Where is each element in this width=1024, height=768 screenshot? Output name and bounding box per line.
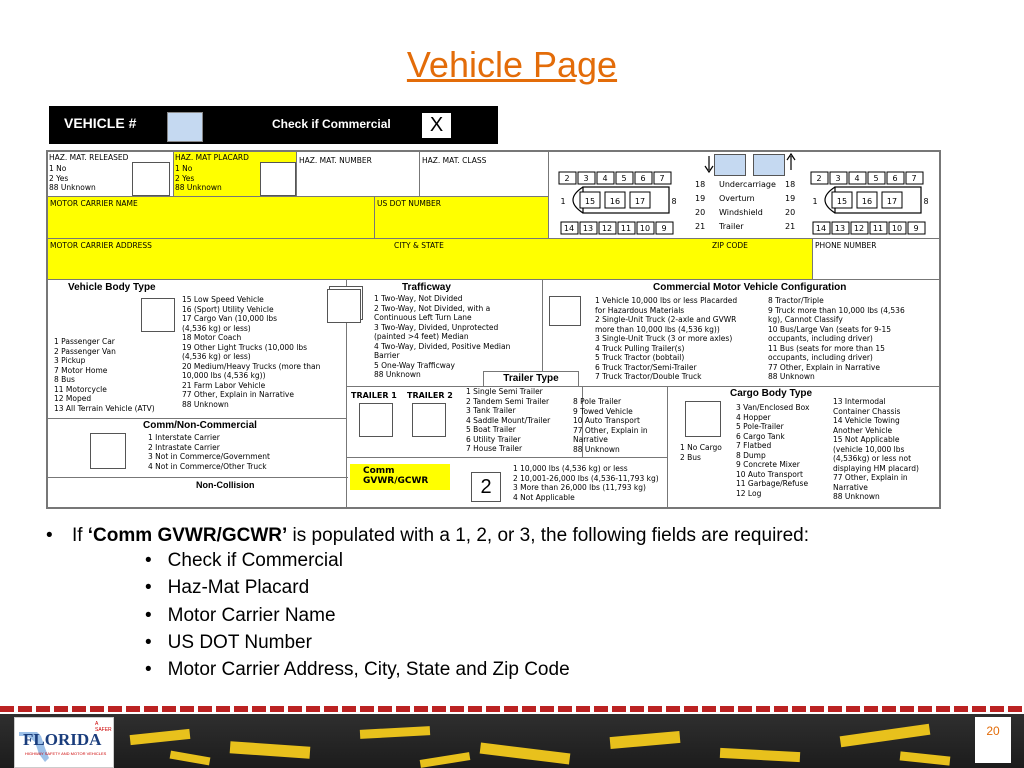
trailer-type-cell <box>346 386 648 458</box>
required-item: • Check if Commercial <box>145 550 343 571</box>
us-dot-number-label: US DOT NUMBER <box>377 199 441 208</box>
vehicle-body-type-options-right: 15 Low Speed Vehicle 16 (Sport) Utility Vehicle 17 Cargo Van (10,000 lbs (4,536 kg) or less) 18 Motor Coach 19 Other Light Trucks (10,000 lbs (4,536 kg) or less) 20 Medium/Heavy Trucks (more than 10,000 lbs (4,536 kg)) 21 Farm Labor Vehicle 77 Other, Explain in Narrative 88 Unknown <box>182 295 321 409</box>
commercial-field[interactable] <box>90 433 126 469</box>
zone-number: 16 <box>609 197 621 206</box>
phone-number-label: PHONE NUMBER <box>815 241 877 250</box>
zone-number: 17 <box>634 197 646 206</box>
required-item: • Motor Carrier Address, City, State and Zip Code <box>145 659 570 680</box>
logo-text: FLORIDA <box>23 730 102 749</box>
cargo-options-c: 13 Intermodal Container Chassis 14 Vehicle Towing Another Vehicle 15 Not Applicable (vehicle 10,000 lbs (4,536kg) or less not displaying HM placard) 77 Other, Explain in Narrative 88 Unknown <box>833 397 919 501</box>
required-item: • US DOT Number <box>145 632 312 653</box>
motor-carrier-address-label: MOTOR CARRIER ADDRESS <box>50 241 152 250</box>
zone-number: 14 <box>815 224 827 233</box>
zone-number: 8 <box>923 197 929 206</box>
cmv-config-field[interactable] <box>549 296 581 326</box>
haz-placard-label: HAZ. MAT PLACARD <box>175 153 249 162</box>
phone-number-field[interactable] <box>812 238 940 280</box>
damage-left-number: 20 <box>695 208 706 217</box>
haz-released-label: HAZ. MAT. RELEASED <box>49 153 129 162</box>
zone-number: 6 <box>892 174 898 183</box>
main-bullet <box>46 525 809 547</box>
cargo-body-type-cell <box>667 386 940 508</box>
cargo-body-type-title: Cargo Body Type <box>730 388 813 399</box>
zone-number: 9 <box>913 224 919 233</box>
damage-right-number: 18 <box>785 180 796 189</box>
zone-number: 14 <box>563 224 575 233</box>
cmv-config-options-left: 1 Vehicle 10,000 lbs or less Placarded for Hazardous Materials 2 Single-Unit Truck (2-axle and GVWR more than 10,000 lbs (4,536 kg)) 3 Single-Unit Truck (3 or more axles) 4 Truck Pulling Trailer(s) 5 Truck Tractor (bobtail) 6 Truck Tractor/Semi-Trailer 7 Truck Tractor/Double Truck <box>595 296 738 381</box>
arrow-down-icon <box>705 156 713 172</box>
haz-placard-cell <box>173 151 297 197</box>
city-state-label: CITY & STATE <box>394 241 444 250</box>
haz-placard-options: 1 No 2 Yes 88 Unknown <box>175 164 222 192</box>
main-bullet-prefix: If <box>71 525 88 546</box>
haz-class-cell[interactable] <box>419 151 549 197</box>
vehicle-number-label: VEHICLE # <box>64 115 137 131</box>
us-dot-number-field[interactable] <box>374 196 549 239</box>
zone-number: 13 <box>582 224 594 233</box>
right-truck-icon <box>811 172 929 234</box>
zone-number: 12 <box>853 224 865 233</box>
commercial-cell <box>47 418 347 508</box>
motor-carrier-address-field[interactable] <box>47 238 813 280</box>
damage-center-label: Trailer <box>719 222 744 231</box>
left-truck-icon <box>559 172 677 234</box>
zone-number: 1 <box>560 197 566 206</box>
damage-left-number: 18 <box>695 180 706 189</box>
zip-code-label: ZIP CODE <box>712 241 748 250</box>
main-bullet-bold: ‘Comm GVWR/GCWR’ <box>87 525 288 546</box>
haz-released-options: 1 No 2 Yes 88 Unknown <box>49 164 96 192</box>
zone-number: 16 <box>861 197 873 206</box>
trailer-1-label: TRAILER 1 <box>351 391 397 400</box>
zone-number: 4 <box>602 174 608 183</box>
damage-box-2[interactable] <box>753 154 785 176</box>
cmv-config-options-right: 8 Tractor/Triple 9 Truck more than 10,000 lbs (4,536 kg), Cannot Classify 10 Bus/Large Van (seats for 9-15 occupants, including driver) 11 Bus (seats for more than 15 occupants, including driver) 77 Other, Explain in Narrative 88 Unknown <box>768 296 905 381</box>
zone-number: 4 <box>854 174 860 183</box>
zone-number: 15 <box>836 197 848 206</box>
required-item: • Motor Carrier Name <box>145 605 336 626</box>
cargo-options-a: 1 No Cargo 2 Bus <box>680 443 722 462</box>
damage-center-label: Overturn <box>719 194 755 203</box>
zone-number: 12 <box>601 224 613 233</box>
zone-number: 5 <box>621 174 627 183</box>
zone-number: 7 <box>659 174 665 183</box>
trailer-type-title: Trailer Type <box>503 373 559 384</box>
haz-placard-field[interactable] <box>260 162 296 196</box>
required-item-label: Motor Carrier Address, City, State and Zip Code <box>167 659 570 680</box>
haz-number-label: HAZ. MAT. NUMBER <box>299 156 372 165</box>
haz-class-label: HAZ. MAT. CLASS <box>422 156 487 165</box>
vehicle-form <box>46 150 941 509</box>
damage-box-1[interactable] <box>714 154 746 176</box>
zone-number: 7 <box>911 174 917 183</box>
zone-number: 17 <box>886 197 898 206</box>
zone-number: 11 <box>872 224 884 233</box>
vehicle-body-type-field[interactable] <box>141 298 175 332</box>
main-bullet-suffix: is populated with a 1, 2, or 3, the following fields are required: <box>287 525 810 546</box>
zone-number: 6 <box>640 174 646 183</box>
required-item-label: Motor Carrier Name <box>167 605 336 626</box>
zone-number: 2 <box>816 174 822 183</box>
divider <box>48 477 348 478</box>
footer <box>0 714 1024 768</box>
haz-released-field[interactable] <box>132 162 170 196</box>
motor-carrier-name-field[interactable] <box>47 196 375 239</box>
trailer-1-field[interactable] <box>359 403 393 437</box>
cmv-config-cell <box>542 279 940 387</box>
damage-left-number: 21 <box>695 222 706 231</box>
zone-number: 10 <box>891 224 903 233</box>
damage-area-cell <box>548 151 940 239</box>
cmv-config-title: Commercial Motor Vehicle Configuration <box>653 282 847 293</box>
required-item-label: US DOT Number <box>167 632 312 653</box>
vehicle-number-bar <box>49 106 498 144</box>
page-number: 20 <box>975 717 1011 763</box>
check-commercial-label: Check if Commercial <box>272 117 391 131</box>
bullet-dot: • <box>46 525 53 546</box>
gvwr-field[interactable]: 2 <box>471 472 501 502</box>
check-commercial-box[interactable]: X <box>421 112 452 139</box>
trailer-2-field[interactable] <box>412 403 446 437</box>
haz-number-cell[interactable] <box>296 151 420 197</box>
gvwr-options: 1 10,000 lbs (4,536 kg) or less 2 10,001-26,000 lbs (4,536-11,793 kg) 3 More than 26,000 lbs (11,793 kg) 4 Not Applicable <box>513 464 659 502</box>
cargo-options-b: 3 Van/Enclosed Box 4 Hopper 5 Pole-Trailer 6 Cargo Tank 7 Flatbed 8 Dump 9 Concrete Mixer 10 Auto Transport 11 Garbage/Refuse 12 Log <box>736 403 810 498</box>
required-item: • Haz-Mat Placard <box>145 577 310 598</box>
zone-number: 3 <box>835 174 841 183</box>
zone-number: 13 <box>834 224 846 233</box>
florida-logo <box>14 717 114 768</box>
damage-right-number: 21 <box>785 222 796 231</box>
vehicle-number-field[interactable] <box>167 112 203 142</box>
noncollision-label: Non-Collision <box>196 480 255 490</box>
haz-released-cell <box>47 151 174 197</box>
trailer-2-label: TRAILER 2 <box>407 391 453 400</box>
vehicle-body-type-options-left: 1 Passenger Car 2 Passenger Van 3 Pickup 7 Motor Home 8 Bus 11 Motorcycle 12 Moped 13 All Terrain Vehicle (ATV) <box>54 337 155 413</box>
page-title: Vehicle Page <box>406 44 618 85</box>
arrow-up-icon <box>787 154 795 170</box>
required-item-label: Check if Commercial <box>167 550 343 571</box>
footer-divider <box>0 706 1024 712</box>
gvwr-label: Comm GVWR/GCWR <box>363 466 429 486</box>
damage-left-number: 19 <box>695 194 706 203</box>
damage-center-label: Windshield <box>719 208 763 217</box>
trafficway-field[interactable] <box>327 289 361 323</box>
zone-number: 1 <box>812 197 818 206</box>
damage-center-label: Undercarriage <box>719 180 776 189</box>
trailer-options-left: 1 Single Semi Trailer 2 Tandem Semi Trailer 3 Tank Trailer 4 Saddle Mount/Trailer 5 Boat Trailer 6 Utility Trailer 7 House Trailer <box>466 387 551 453</box>
logo-tagline: HIGHWAY SAFETY AND MOTOR VEHICLES <box>25 751 107 756</box>
trailer-type-title-box <box>483 371 579 387</box>
zone-number: 5 <box>873 174 879 183</box>
cargo-body-type-field[interactable] <box>685 401 721 437</box>
damage-right-number: 19 <box>785 194 796 203</box>
damage-right-number: 20 <box>785 208 796 217</box>
trafficway-title: Trafficway <box>402 282 451 293</box>
zone-number: 8 <box>671 197 677 206</box>
zone-number: 10 <box>639 224 651 233</box>
trailer-options-right: 8 Pole Trailer 9 Towed Vehicle 10 Auto Transport 77 Other, Explain in Narrative 88 Unknown <box>573 397 648 454</box>
zone-number: 11 <box>620 224 632 233</box>
motor-carrier-name-label: MOTOR CARRIER NAME <box>50 199 138 208</box>
vehicle-body-type-cell <box>47 279 347 419</box>
logo-small-text: A SAFER <box>95 721 112 733</box>
zone-number: 3 <box>583 174 589 183</box>
vehicle-body-type-title: Vehicle Body Type <box>68 282 156 293</box>
zone-number: 2 <box>564 174 570 183</box>
commercial-options: 1 Interstate Carrier 2 Intrastate Carrier 3 Not in Commerce/Government 4 Not in Commerce/Other Truck <box>148 433 270 471</box>
required-item-label: Haz-Mat Placard <box>167 577 310 598</box>
zone-number: 15 <box>584 197 596 206</box>
zone-number: 9 <box>661 224 667 233</box>
trafficway-options: 1 Two-Way, Not Divided 2 Two-Way, Not Divided, with a Continuous Left Turn Lane 3 Two-Way, Divided, Unprotected (painted >4 feet) Median 4 Two-Way, Divided, Positive Median Barrier 5 One-Way Trafficway 88 Unknown <box>374 294 511 379</box>
commercial-title: Comm/Non-Commercial <box>143 420 257 431</box>
gvwr-cell <box>346 457 668 508</box>
